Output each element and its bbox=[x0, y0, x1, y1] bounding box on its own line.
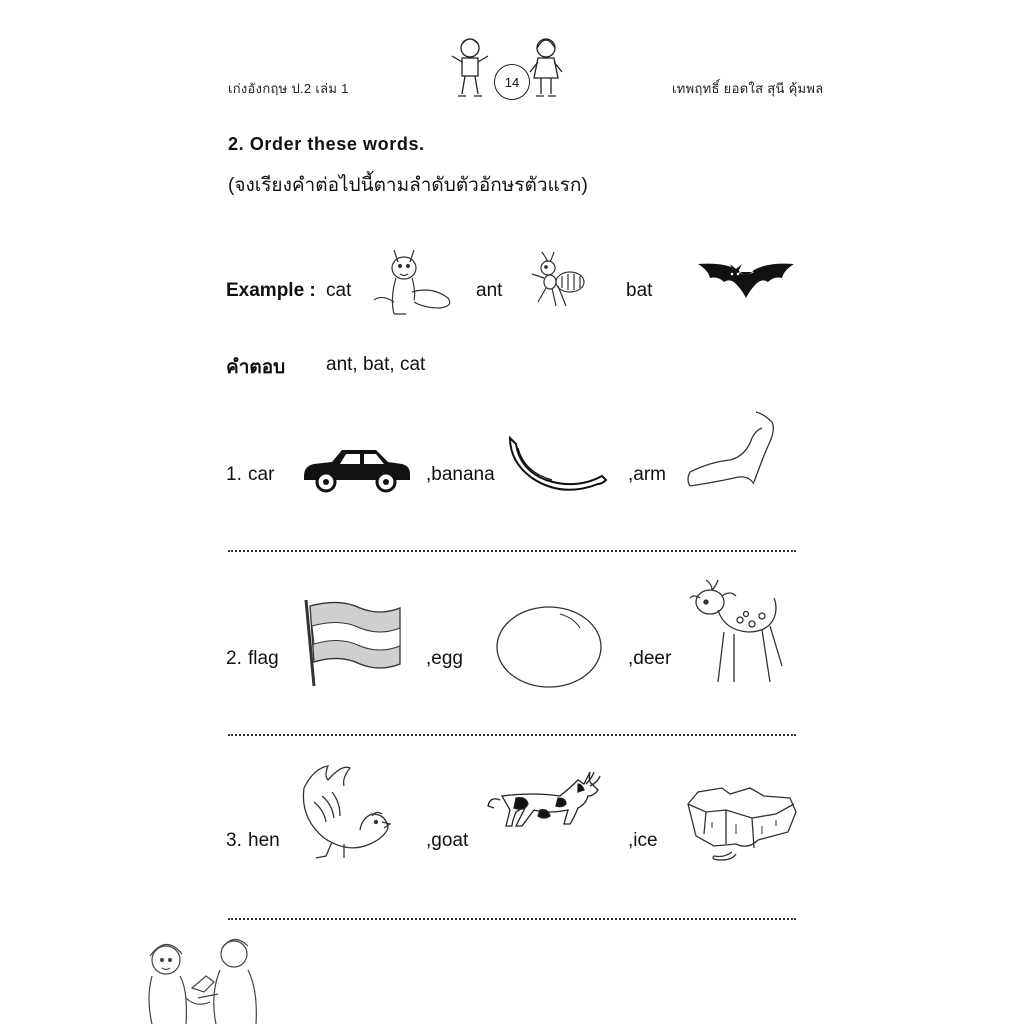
page-number: 14 bbox=[494, 64, 530, 100]
exercise-title: 2. Order these words. bbox=[228, 134, 425, 154]
goat-icon bbox=[486, 770, 602, 846]
hen-icon bbox=[298, 762, 394, 862]
example-word-2: ant bbox=[476, 280, 503, 301]
example-word-3: bat bbox=[626, 280, 653, 301]
car-icon bbox=[300, 446, 412, 492]
header-right-text: เทพฤทธิ์ ยอดใส สุนี คุ้มพล bbox=[672, 81, 824, 96]
deer-icon bbox=[684, 576, 794, 692]
header-left-text: เก่งอังกฤษ ป.2 เล่ม 1 bbox=[228, 81, 349, 96]
example-label: Example : bbox=[226, 280, 316, 301]
item-1-word-1: car bbox=[248, 464, 275, 485]
exercise-instruction: (จงเรียงคำต่อไปนี้ตามลำดับตัวอักษรตัวแรก) bbox=[228, 175, 588, 196]
item-1-number: 1. bbox=[226, 464, 242, 485]
answer-label: คำตอบ bbox=[226, 357, 286, 378]
example-word-1: cat bbox=[326, 280, 352, 301]
item-2-word-1: flag bbox=[248, 648, 279, 669]
ice-icon bbox=[682, 782, 800, 862]
kids-footer-icon bbox=[142, 938, 272, 1024]
item-2-number: 2. bbox=[226, 648, 242, 669]
item-3-word-2: ,goat bbox=[426, 830, 469, 851]
answer-line-1[interactable] bbox=[228, 550, 796, 552]
item-1-word-3: ,arm bbox=[628, 464, 666, 485]
answer-line-3[interactable] bbox=[228, 918, 796, 920]
bat-icon bbox=[674, 262, 794, 308]
item-3-word-3: ,ice bbox=[628, 830, 658, 851]
flag-icon bbox=[296, 596, 408, 688]
item-2-word-3: ,deer bbox=[628, 648, 672, 669]
banana-icon bbox=[506, 436, 608, 496]
cat-icon bbox=[368, 244, 460, 322]
item-2-word-2: ,egg bbox=[426, 648, 463, 669]
egg-icon bbox=[494, 604, 604, 690]
item-3-number: 3. bbox=[226, 830, 242, 851]
answer-line-2[interactable] bbox=[228, 734, 796, 736]
answer-text: ant, bat, cat bbox=[326, 354, 426, 375]
item-3-word-1: hen bbox=[248, 830, 280, 851]
item-1-word-2: ,banana bbox=[426, 464, 495, 485]
arm-icon bbox=[684, 408, 784, 494]
ant-icon bbox=[528, 248, 590, 314]
